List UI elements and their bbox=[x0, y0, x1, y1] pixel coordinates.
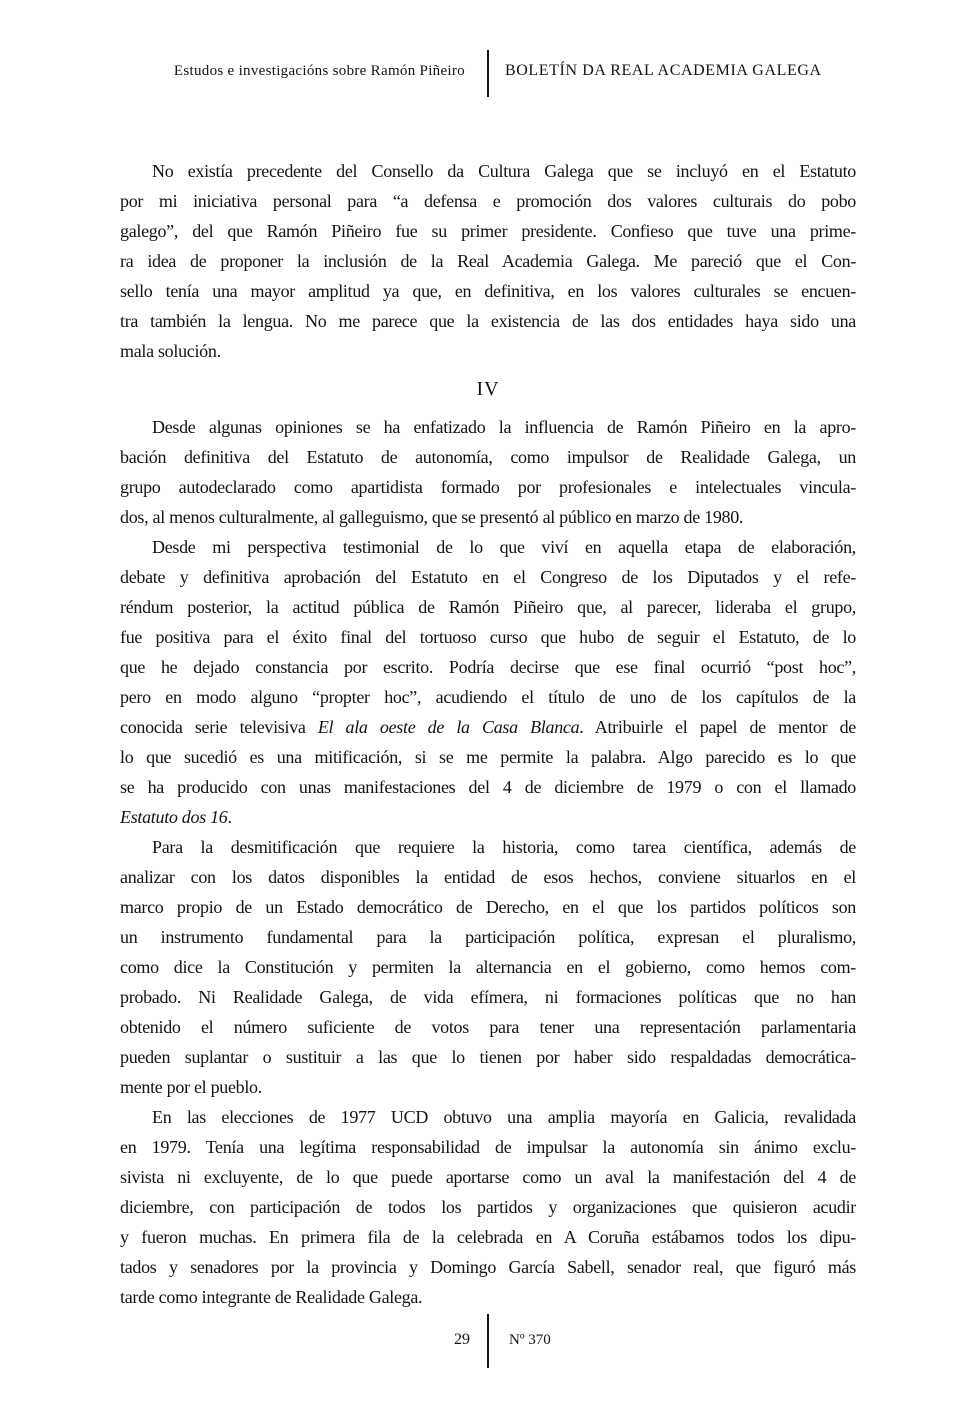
text-line: Desde algunas opiniones se ha enfatizado la influencia de Ramón Piñeiro en la apro- bbox=[152, 417, 856, 437]
header-running-title: Estudos e investigacións sobre Ramón Piñeiro bbox=[173, 63, 465, 79]
italic-text: Estatuto dos 16 bbox=[120, 807, 228, 827]
text-segment: . bbox=[227, 807, 232, 827]
text-line: y fueron muchas. En primera fila de la celebrada en A Coruña estábamos todos los dipu- bbox=[120, 1227, 856, 1247]
text-line bbox=[120, 712, 856, 742]
text-line: diciembre, con participación de todos los partidos y organizaciones que quisieron acudir bbox=[120, 1197, 856, 1217]
italic-text: El ala oeste de la Casa Blanca bbox=[317, 717, 580, 737]
body-text bbox=[120, 156, 856, 1312]
text-line: Desde mi perspectiva testimonial de lo que viví en aquella etapa de elaboración, bbox=[152, 537, 856, 557]
text-line: pueden suplantar o sustituir a las que lo tienen por haber sido respaldadas democrática- bbox=[120, 1047, 856, 1067]
text-line: analizar con los datos disponibles la entidad de esos hechos, conviene situarlos en el bbox=[120, 867, 856, 887]
text-line: obtenido el número suficiente de votos para tener una representación parlamentaria bbox=[120, 1017, 856, 1037]
text-line: tados y senadores por la provincia y Domingo García Sabell, senador real, que figuró más bbox=[120, 1257, 856, 1277]
text-line: como dice la Constitución y permiten la alternancia en el gobierno, como hemos com- bbox=[120, 957, 856, 977]
issue-number: Nº 370 bbox=[509, 1332, 551, 1348]
text-line: réndum posterior, la actitud pública de Ramón Piñeiro que, al parecer, lideraba el grupo, bbox=[120, 597, 856, 617]
text-line: fue positiva para el éxito final del tortuoso curso que hubo de seguir el Estatuto, de lo bbox=[120, 627, 856, 647]
text-line: marco propio de un Estado democrático de Derecho, en el que los partidos políticos son bbox=[120, 897, 856, 917]
page-number: 29 bbox=[454, 1331, 470, 1348]
text-segment: conocida serie televisiva bbox=[120, 717, 318, 737]
header-journal-title: BOLETÍN DA REAL ACADEMIA GALEGA bbox=[505, 62, 822, 79]
text-line: debate y definitiva aprobación del Estatuto en el Congreso de los Diputados y el refe- bbox=[120, 567, 856, 587]
text-line: pero en modo alguno “propter hoc”, acudiendo el título de uno de los capítulos de la bbox=[120, 687, 856, 707]
text-line: mala solución. bbox=[120, 341, 221, 361]
text-line: sello tenía una mayor amplitud ya que, en definitiva, en los valores culturales se encuen- bbox=[120, 281, 856, 301]
text-line: que he dejado constancia por escrito. Podría decirse que ese final ocurrió “post hoc”, bbox=[120, 657, 856, 677]
text-line bbox=[120, 802, 856, 832]
text-line: tra también la lengua. No me parece que la existencia de las dos entidades haya sido una bbox=[120, 311, 856, 331]
text-line: mente por el pueblo. bbox=[120, 1077, 262, 1097]
text-line: En las elecciones de 1977 UCD obtuvo una amplia mayoría en Galicia, revalidada bbox=[152, 1107, 856, 1127]
text-line: ra idea de proponer la inclusión de la Real Academia Galega. Me pareció que el Con- bbox=[120, 251, 856, 271]
text-line: grupo autodeclarado como apartidista formado por profesionales e intelectuales vincula- bbox=[120, 477, 856, 497]
text-line: bación definitiva del Estatuto de autonomía, como impulsor de Realidade Galega, un bbox=[120, 447, 856, 467]
text-line: lo que sucedió es una mitificación, si se me permite la palabra. Algo parecido es lo que bbox=[120, 747, 856, 767]
text-line: se ha producido con unas manifestaciones del 4 de diciembre de 1979 o con el llamado bbox=[120, 777, 856, 797]
text-line: galego”, del que Ramón Piñeiro fue su primer presidente. Confieso que tuve una prime- bbox=[120, 221, 856, 241]
footer-divider bbox=[487, 1314, 489, 1368]
section-heading: IV bbox=[476, 378, 500, 400]
text-line: por mi iniciativa personal para “a defensa e promoción dos valores culturais do pobo bbox=[120, 191, 856, 211]
text-line: probado. Ni Realidade Galega, de vida efímera, ni formaciones políticas que no han bbox=[120, 987, 856, 1007]
text-line: sivista ni excluyente, de lo que puede aportarse como un aval la manifestación del 4 de bbox=[120, 1167, 856, 1187]
text-line: en 1979. Tenía una legítima responsabilidad de impulsar la autonomía sin ánimo exclu- bbox=[120, 1137, 856, 1157]
text-line: dos, al menos culturalmente, al galleguismo, que se presentó al público en marzo de 1980. bbox=[120, 507, 744, 527]
header-divider bbox=[487, 50, 489, 97]
text-line: Para la desmitificación que requiere la historia, como tarea científica, además de bbox=[152, 837, 856, 857]
text-line: No existía precedente del Consello da Cultura Galega que se incluyó en el Estatuto bbox=[152, 161, 856, 181]
text-segment: . Atribuirle el papel de mentor de bbox=[579, 717, 856, 737]
text-line: un instrumento fundamental para la participación política, expresan el pluralismo, bbox=[120, 927, 856, 947]
text-line: tarde como integrante de Realidade Galega. bbox=[120, 1287, 423, 1307]
